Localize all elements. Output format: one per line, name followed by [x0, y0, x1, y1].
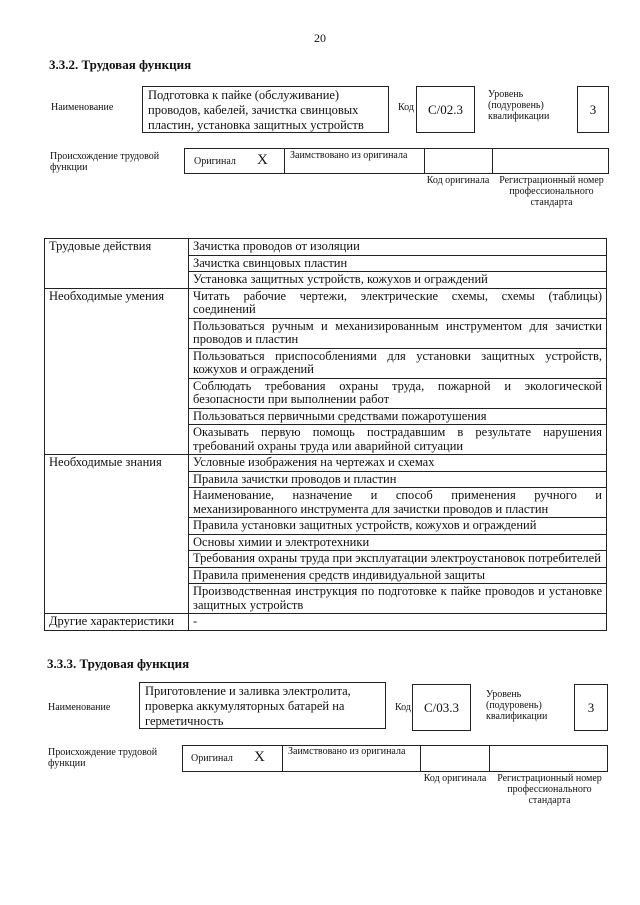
table-cell: Правила зачистки проводов и пластин	[189, 471, 607, 488]
caption-code: Код оригинала	[426, 175, 490, 186]
name-label: Наименование	[48, 702, 111, 713]
original-label: Оригинал	[194, 156, 236, 167]
table-cell: Оказывать первую помощь пострадавшим в результате нарушения требований охраны труда или аварийной ситуации	[189, 425, 607, 455]
row-group-label: Необходимые знания	[45, 455, 189, 614]
caption-reg: Регистрационный номер профессионального стандарта	[499, 175, 604, 208]
original-mark: X	[257, 152, 268, 168]
page-number: 20	[314, 31, 326, 45]
table-cell: Правила установки защитных устройств, кожухов и ограждений	[189, 518, 607, 535]
divider	[424, 148, 425, 174]
table-row	[45, 288, 607, 318]
level-value: 3	[577, 86, 609, 133]
function-name-box: Подготовка к пайке (обслуживание) проводов, кабелей, зачистка свинцовых пластин, установка защитных устройств	[142, 86, 389, 133]
section-title: 3.3.3. Трудовая функция	[47, 656, 190, 671]
table-row	[45, 614, 607, 631]
table-cell: Пользоваться первичными средствами пожаротушения	[189, 408, 607, 425]
table-cell: Зачистка свинцовых пластин	[189, 255, 607, 272]
caption-code: Код оригинала	[423, 773, 487, 784]
code-value: С/02.3	[416, 86, 475, 133]
row-group-label: Трудовые действия	[45, 239, 189, 289]
level-label: Уровень (подуровень) квалификации	[486, 689, 548, 722]
level-label: Уровень (подуровень) квалификации	[488, 89, 550, 122]
row-group-label: Другие характеристики	[45, 614, 189, 631]
table-cell: Условные изображения на чертежах и схемах	[189, 455, 607, 472]
caption-reg: Регистрационный номер профессионального стандарта	[497, 773, 602, 806]
name-label: Наименование	[51, 102, 114, 113]
origin-label: Происхождение трудовой функции	[48, 747, 158, 769]
borrowed-label: Заимствовано из оригинала	[290, 150, 408, 161]
table-cell: Соблюдать требования охраны труда, пожарной и экологической безопасности при выполнении работ	[189, 378, 607, 408]
original-label: Оригинал	[191, 753, 233, 764]
divider	[420, 745, 421, 772]
table-row	[45, 455, 607, 472]
table-cell: Основы химии и электротехники	[189, 534, 607, 551]
table-cell: Пользоваться ручным и механизированным инструментом для зачистки проводов и пластин	[189, 318, 607, 348]
divider	[284, 148, 285, 174]
labor-function-table	[44, 238, 607, 631]
divider	[489, 745, 490, 772]
code-label: Код	[398, 102, 414, 113]
section-title: 3.3.2. Трудовая функция	[49, 57, 192, 72]
table-cell: Пользоваться приспособлениями для установки защитных устройств, кожухов и ограждений	[189, 348, 607, 378]
table-cell: Производственная инструкция по подготовке к пайке проводов и установке защитных устройств	[189, 584, 607, 614]
table-cell: Правила применения средств индивидуальной защиты	[189, 567, 607, 584]
table-row	[45, 239, 607, 256]
code-label: Код	[395, 702, 411, 713]
row-group-label: Необходимые умения	[45, 288, 189, 455]
level-value: 3	[574, 684, 608, 731]
table-cell: Установка защитных устройств, кожухов и ограждений	[189, 272, 607, 289]
divider	[492, 148, 493, 174]
table-cell: Требования охраны труда при эксплуатации электроустановок потребителей	[189, 551, 607, 568]
table-cell: Зачистка проводов от изоляции	[189, 239, 607, 256]
table-cell: -	[189, 614, 607, 631]
borrowed-label: Заимствовано из оригинала	[288, 746, 406, 757]
table-cell: Читать рабочие чертежи, электрические схемы, схемы (таблицы) соединений	[189, 288, 607, 318]
original-mark: X	[254, 749, 265, 765]
code-value: С/03.3	[412, 684, 471, 731]
table-cell: Наименование, назначение и способ применения ручного и механизированного инструмента для зачистки проводов и пластин	[189, 488, 607, 518]
function-name-box: Приготовление и заливка электролита, проверка аккумуляторных батарей на герметичность	[139, 682, 386, 729]
origin-label: Происхождение трудовой функции	[50, 151, 160, 173]
divider	[282, 745, 283, 772]
